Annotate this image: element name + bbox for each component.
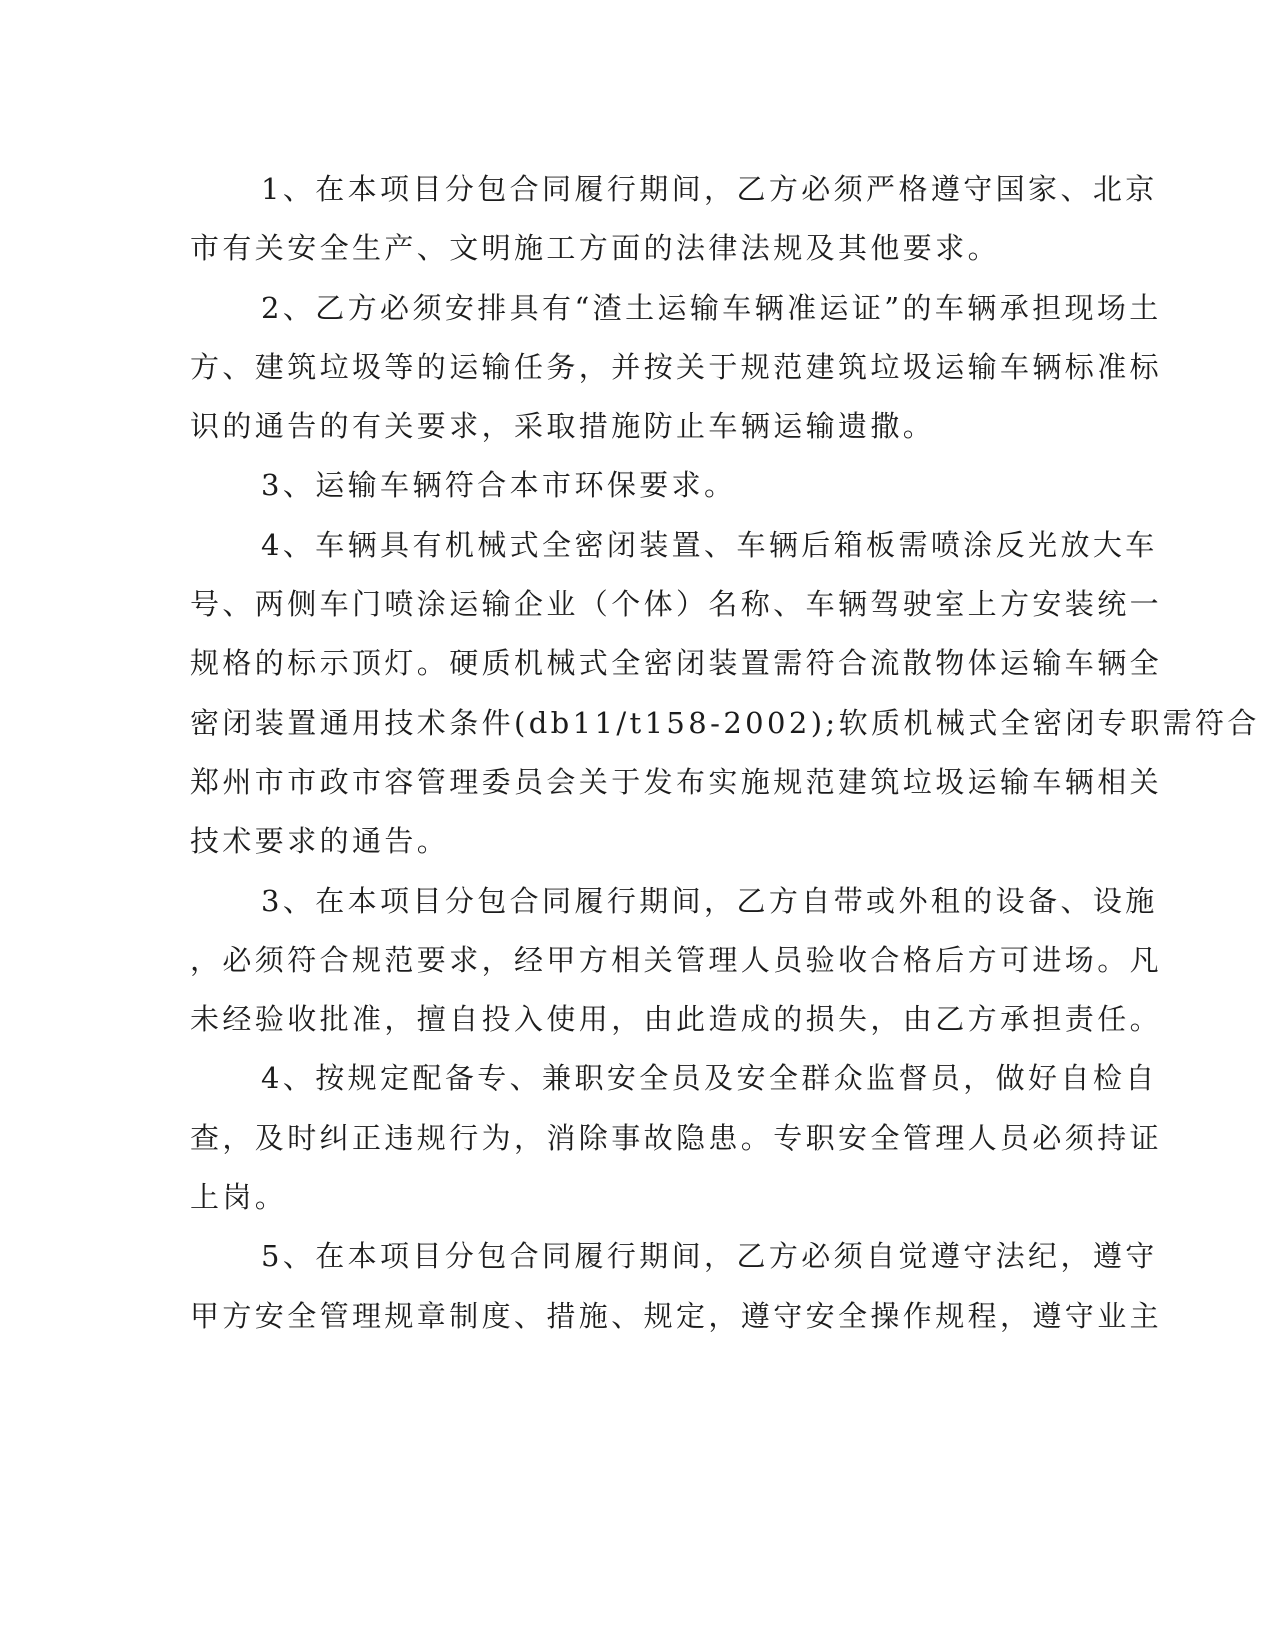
paragraph-2 (190, 279, 1163, 457)
paragraph-line: 1、在本项目分包合同履行期间，乙方必须严格遵守国家、北京 (261, 172, 1158, 206)
paragraph-line: 技术要求的通告。 (190, 824, 450, 859)
paragraph-line: 查，及时纠正违规行为，消除事故隐患。专职安全管理人员必须持证 (190, 1120, 1163, 1155)
paragraph-6 (190, 1049, 1163, 1227)
paragraph-1 (190, 160, 1158, 279)
paragraph-line: 规格的标示顶灯。硬质机械式全密闭装置需符合流散物体运输车辆全 (190, 646, 1163, 681)
paragraph-line: 3、在本项目分包合同履行期间，乙方自带或外租的设备、设施 (261, 883, 1158, 918)
paragraph-line: 密闭装置通用技术条件(db11/t158-2002);软质机械式全密闭专职需符合 (190, 705, 1260, 740)
paragraph-line: 识的通告的有关要求，采取措施防止车辆运输遗撒。 (190, 409, 936, 444)
paragraph-3 (190, 456, 1070, 515)
document-body (190, 160, 1260, 1346)
paragraph-line: 号、两侧车门喷涂运输企业（个体）名称、车辆驾驶室上方安装统一 (190, 587, 1163, 622)
paragraph-line: 4、车辆具有机械式全密闭装置、车辆后箱板需喷涂反光放大车 (261, 527, 1158, 562)
paragraph-line: 甲方安全管理规章制度、措施、规定，遵守安全操作规程，遵守业主 (190, 1298, 1163, 1333)
paragraph-5 (190, 872, 1163, 1050)
paragraph-line: 上岗。 (190, 1180, 288, 1215)
paragraph-7 (190, 1227, 1163, 1346)
paragraph-line: 3、运输车辆符合本市环保要求。 (261, 468, 737, 503)
paragraph-line: 2、乙方必须安排具有“渣土运输车辆准运证”的车辆承担现场土 (261, 290, 1162, 325)
paragraph-line: 市有关安全生产、文明施工方面的法律法规及其他要求。 (190, 231, 1001, 266)
paragraph-line: 未经验收批准，擅自投入使用，由此造成的损失，由乙方承担责任。 (190, 1002, 1163, 1037)
paragraph-line: ，必须符合规范要求，经甲方相关管理人员验收合格后方可进场。凡 (190, 942, 1163, 977)
paragraph-line: 4、按规定配备专、兼职安全员及安全群众监督员，做好自检自 (261, 1061, 1158, 1096)
paragraph-line: 5、在本项目分包合同履行期间，乙方必须自觉遵守法纪，遵守 (261, 1239, 1158, 1274)
paragraph-line: 郑州市市政市容管理委员会关于发布实施规范建筑垃圾运输车辆相关 (190, 764, 1163, 799)
paragraph-line: 方、建筑垃圾等的运输任务，并按关于规范建筑垃圾运输车辆标准标 (190, 349, 1163, 384)
paragraph-4 (190, 516, 1260, 872)
